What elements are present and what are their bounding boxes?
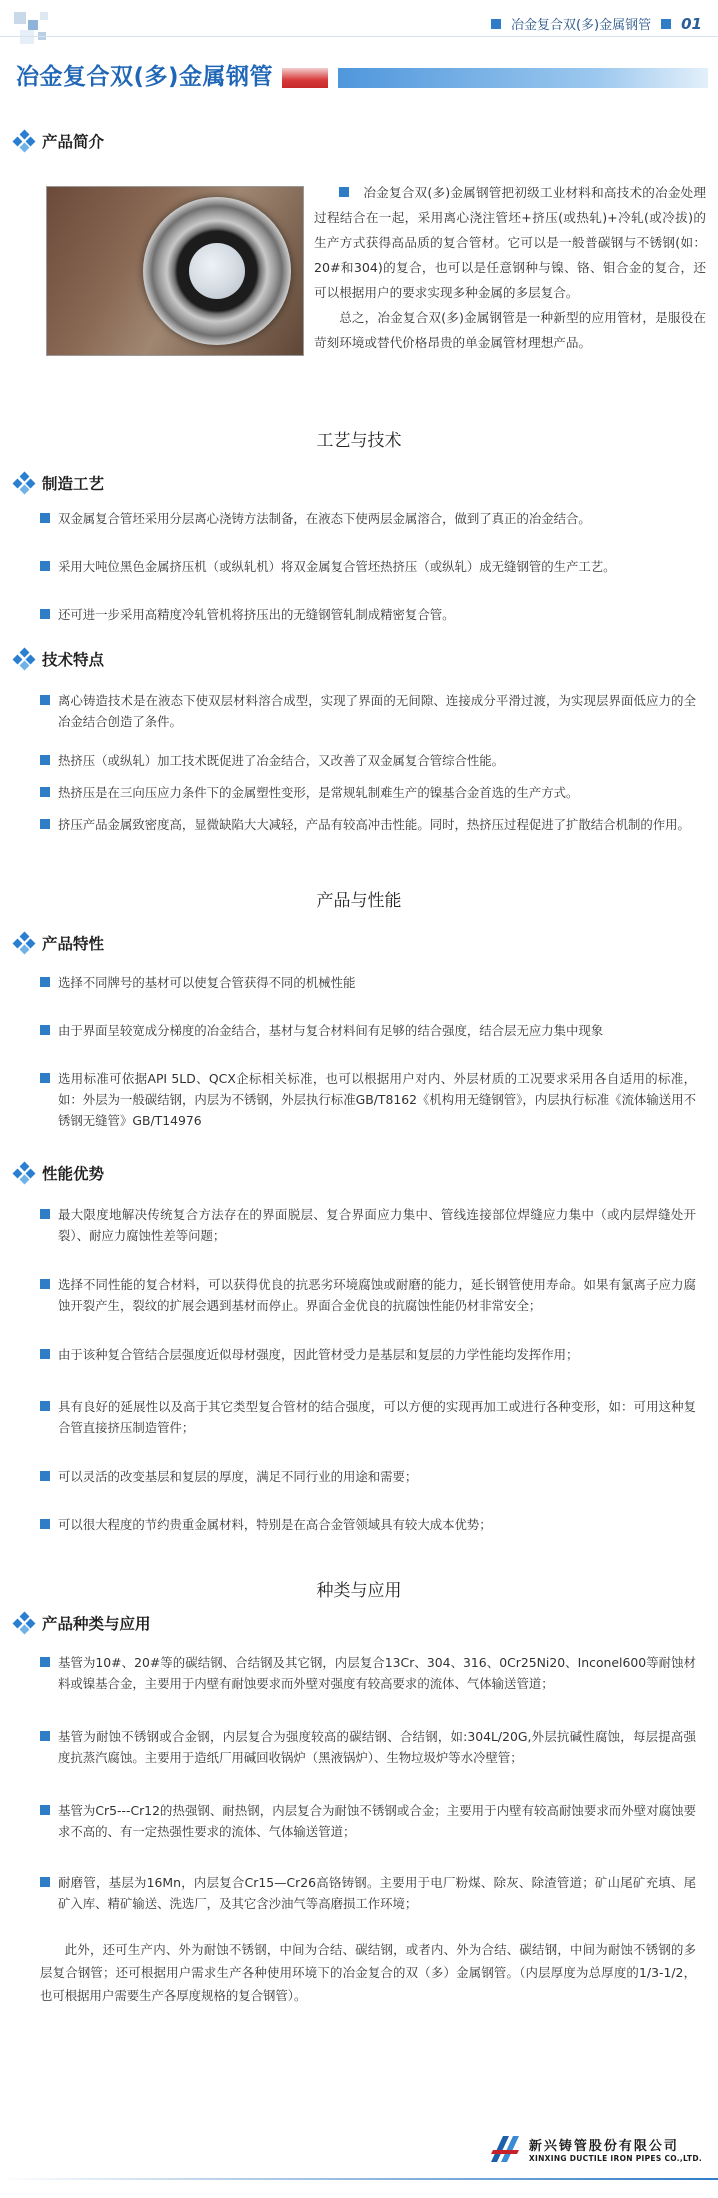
company-name-cn: 新兴铸管股份有限公司 [528,2139,679,2154]
subsection-heading: 技术特点 [14,648,104,670]
square-icon [40,1401,50,1411]
list-item: 由于界面呈较宽成分梯度的冶金结合，基材与复合材料间有足够的结合强度，结合层无应力集中现象 [40,1020,696,1041]
square-icon [40,1877,50,1887]
intro-text [314,180,706,355]
subsection-heading: 制造工艺 [14,472,104,494]
section-title: 种类与应用 [316,1581,402,1601]
intro-heading: 产品简介 [14,130,104,152]
section-title: 产品与性能 [316,891,402,911]
square-icon [40,755,50,765]
company-footer [489,2132,702,2166]
list-item: 最大限度地解决传统复合方法存在的界面脱层、复合界面应力集中、管线连接部位焊缝应力集中（或内层焊缝处开裂）、耐应力腐蚀性差等问题； [40,1204,696,1246]
square-icon [40,1025,50,1035]
intro-paragraph: 总之，冶金复合双(多)金属钢管是一种新型的应用管材，是服役在苛刻环境或替代价格昂贵的单金属管材理想产品。 [314,310,706,350]
square-icon [40,1805,50,1815]
decorative-squares [14,12,74,52]
square-icon [661,19,671,29]
page-number: 01 [681,14,702,33]
subsection-heading: 产品种类与应用 [14,1612,151,1634]
square-icon [40,1073,50,1083]
diamond-bullet-icon [14,1613,34,1633]
header-divider [0,36,718,37]
diamond-bullet-icon [14,473,34,493]
closing-paragraph: 此外，还可生产内、外为耐蚀不锈钢，中间为合结、碳结钢，或者内、外为合结、碳结钢，中间为耐蚀不锈钢的多层复合钢管；还可根据用户需求生产各种使用环境下的冶金复合的双（多）金属钢管。（内层厚度为总厚度的1/3-1/2，也可根据用户需要生产各厚度规格的复合钢管）。 [40,1942,696,2003]
subsection-heading: 性能优势 [14,1162,104,1184]
list-item: 具有良好的延展性以及高于其它类型复合管材的结合强度，可以方便的实现再加工或进行各种变形，如：可用这种复合管直接挤压制造管件； [40,1396,696,1438]
intro-paragraph: 冶金复合双(多)金属钢管把初级工业材料和高技术的冶金处理过程结合在一起，采用离心浇注管坯+挤压(或热轧)+冷轧(或冷拔)的生产方式获得高品质的复合管材。它可以是一般普碳钢与不锈钢(如：20#和304)的复合，也可以是任意钢种与镍、铬、钼合金的复合，还可以根据用户的要求实现多种金属的多层复合。 [314,185,706,300]
list-item: 耐磨管，基层为16Mn，内层复合Cr15—Cr26高铬铸钢。主要用于电厂粉煤、除灰、除渣管道；矿山尾矿充填、尾矿入库、精矿输送、洗选厂，及其它含沙油气等高磨损工作环境； [40,1872,696,1914]
footer-divider [0,2178,718,2180]
pipe-end-image [143,197,291,345]
square-icon [40,819,50,829]
square-icon [40,561,50,571]
subsection-heading: 产品特性 [14,932,104,954]
page-title: 冶金复合双(多)金属钢管 [16,64,274,90]
list-item: 选用标准可依据API 5LD、QCX企标相关标准，也可以根据用户对内、外层材质的工况要求采用各自适用的标准，如：外层为一般碳结钢，内层为不锈钢，外层执行标准GB/T8162《机构用无缝钢管》，内层执行标准《流体输送用不锈钢无缝管》GB/T14976 [40,1068,696,1131]
title-red-bar [282,68,328,88]
header-doc-label: 冶金复合双(多)金属钢管 [510,18,652,33]
diamond-bullet-icon [14,131,34,151]
list-item: 热挤压（或纵轧）加工技术既促进了冶金结合，又改善了双金属复合管综合性能。 [40,750,696,771]
list-item: 离心铸造技术是在液态下使双层材料溶合成型，实现了界面的无间隙、连接成分平滑过渡，为实现层界面低应力的全冶金结合创造了条件。 [40,690,696,732]
list-item: 热挤压是在三向压应力条件下的金属塑性变形，是常规轧制难生产的镍基合金首选的生产方式。 [40,782,696,803]
list-item: 基管为10#、20#等的碳结钢、合结钢及其它钢，内层复合13Cr、304、316、0Cr25Ni20、Inconel600等耐蚀材料或镍基合金，主要用于内壁有耐蚀要求而外壁对强度有较高要求的流体、气体输送管道； [40,1652,696,1694]
square-icon [40,977,50,987]
company-logo-icon [489,2132,523,2166]
square-icon [40,1731,50,1741]
square-icon [40,609,50,619]
list-item: 基管为Cr5---Cr12的热强钢、耐热钢，内层复合为耐蚀不锈钢或合金；主要用于内壁有较高耐蚀要求而外壁对腐蚀要求不高的、有一定热强性要求的流体、气体输送管道； [40,1800,696,1842]
list-item: 基管为耐蚀不锈钢或合金钢，内层复合为强度较高的碳结钢、合结钢，如:304L/20G,外层抗碱性腐蚀，每层提高强度抗蒸汽腐蚀。主要用于造纸厂用碱回收锅炉（黑液锅炉）、生物垃圾炉等水冷壁管； [40,1726,696,1768]
list-item: 还可进一步采用高精度冷轧管机将挤压出的无缝钢管轧制成精密复合管。 [40,604,696,625]
list-item: 可以很大程度的节约贵重金属材料，特别是在高合金管领域具有较大成本优势； [40,1514,696,1535]
diamond-bullet-icon [14,1163,34,1183]
company-name-en: XINXING DUCTILE IRON PIPES CO.,LTD. [528,2154,702,2163]
square-icon [40,1349,50,1359]
square-icon [40,1471,50,1481]
list-item: 选择不同性能的复合材料，可以获得优良的抗恶劣环境腐蚀或耐磨的能力，延长钢管使用寿命。如果有氯离子应力腐蚀开裂产生，裂纹的扩展会遇到基材而停止。界面合金优良的抗腐蚀性能仍材非常安全； [40,1274,696,1316]
square-icon [40,1209,50,1219]
square-icon [40,1279,50,1289]
diamond-bullet-icon [14,649,34,669]
square-icon [491,19,501,29]
title-blue-bar [338,68,708,88]
list-item: 采用大吨位黑色金属挤压机（或纵轧机）将双金属复合管坯热挤压（或纵轧）成无缝钢管的生产工艺。 [40,556,696,577]
diamond-bullet-icon [14,933,34,953]
list-item: 由于该种复合管结合层强度近似母材强度，因此管材受力是基层和复层的力学性能均发挥作用； [40,1344,696,1365]
section-title: 工艺与技术 [316,431,402,451]
list-item: 选择不同牌号的基材可以使复合管获得不同的机械性能 [40,972,696,993]
square-icon [40,695,50,705]
pipe-photo [46,186,304,356]
list-item: 挤压产品金属致密度高，显微缺陷大大减轻，产品有较高冲击性能。同时，热挤压过程促进了扩散结合机制的作用。 [40,814,696,835]
header-label [491,14,702,33]
list-item: 可以灵活的改变基层和复层的厚度，满足不同行业的用途和需要； [40,1466,696,1487]
square-icon [40,787,50,797]
square-icon [40,513,50,523]
square-icon [40,1519,50,1529]
list-item: 双金属复合管坯采用分层离心浇铸方法制备，在液态下使两层金属溶合，做到了真正的冶金结合。 [40,508,696,529]
square-icon [339,187,349,197]
square-icon [40,1657,50,1667]
